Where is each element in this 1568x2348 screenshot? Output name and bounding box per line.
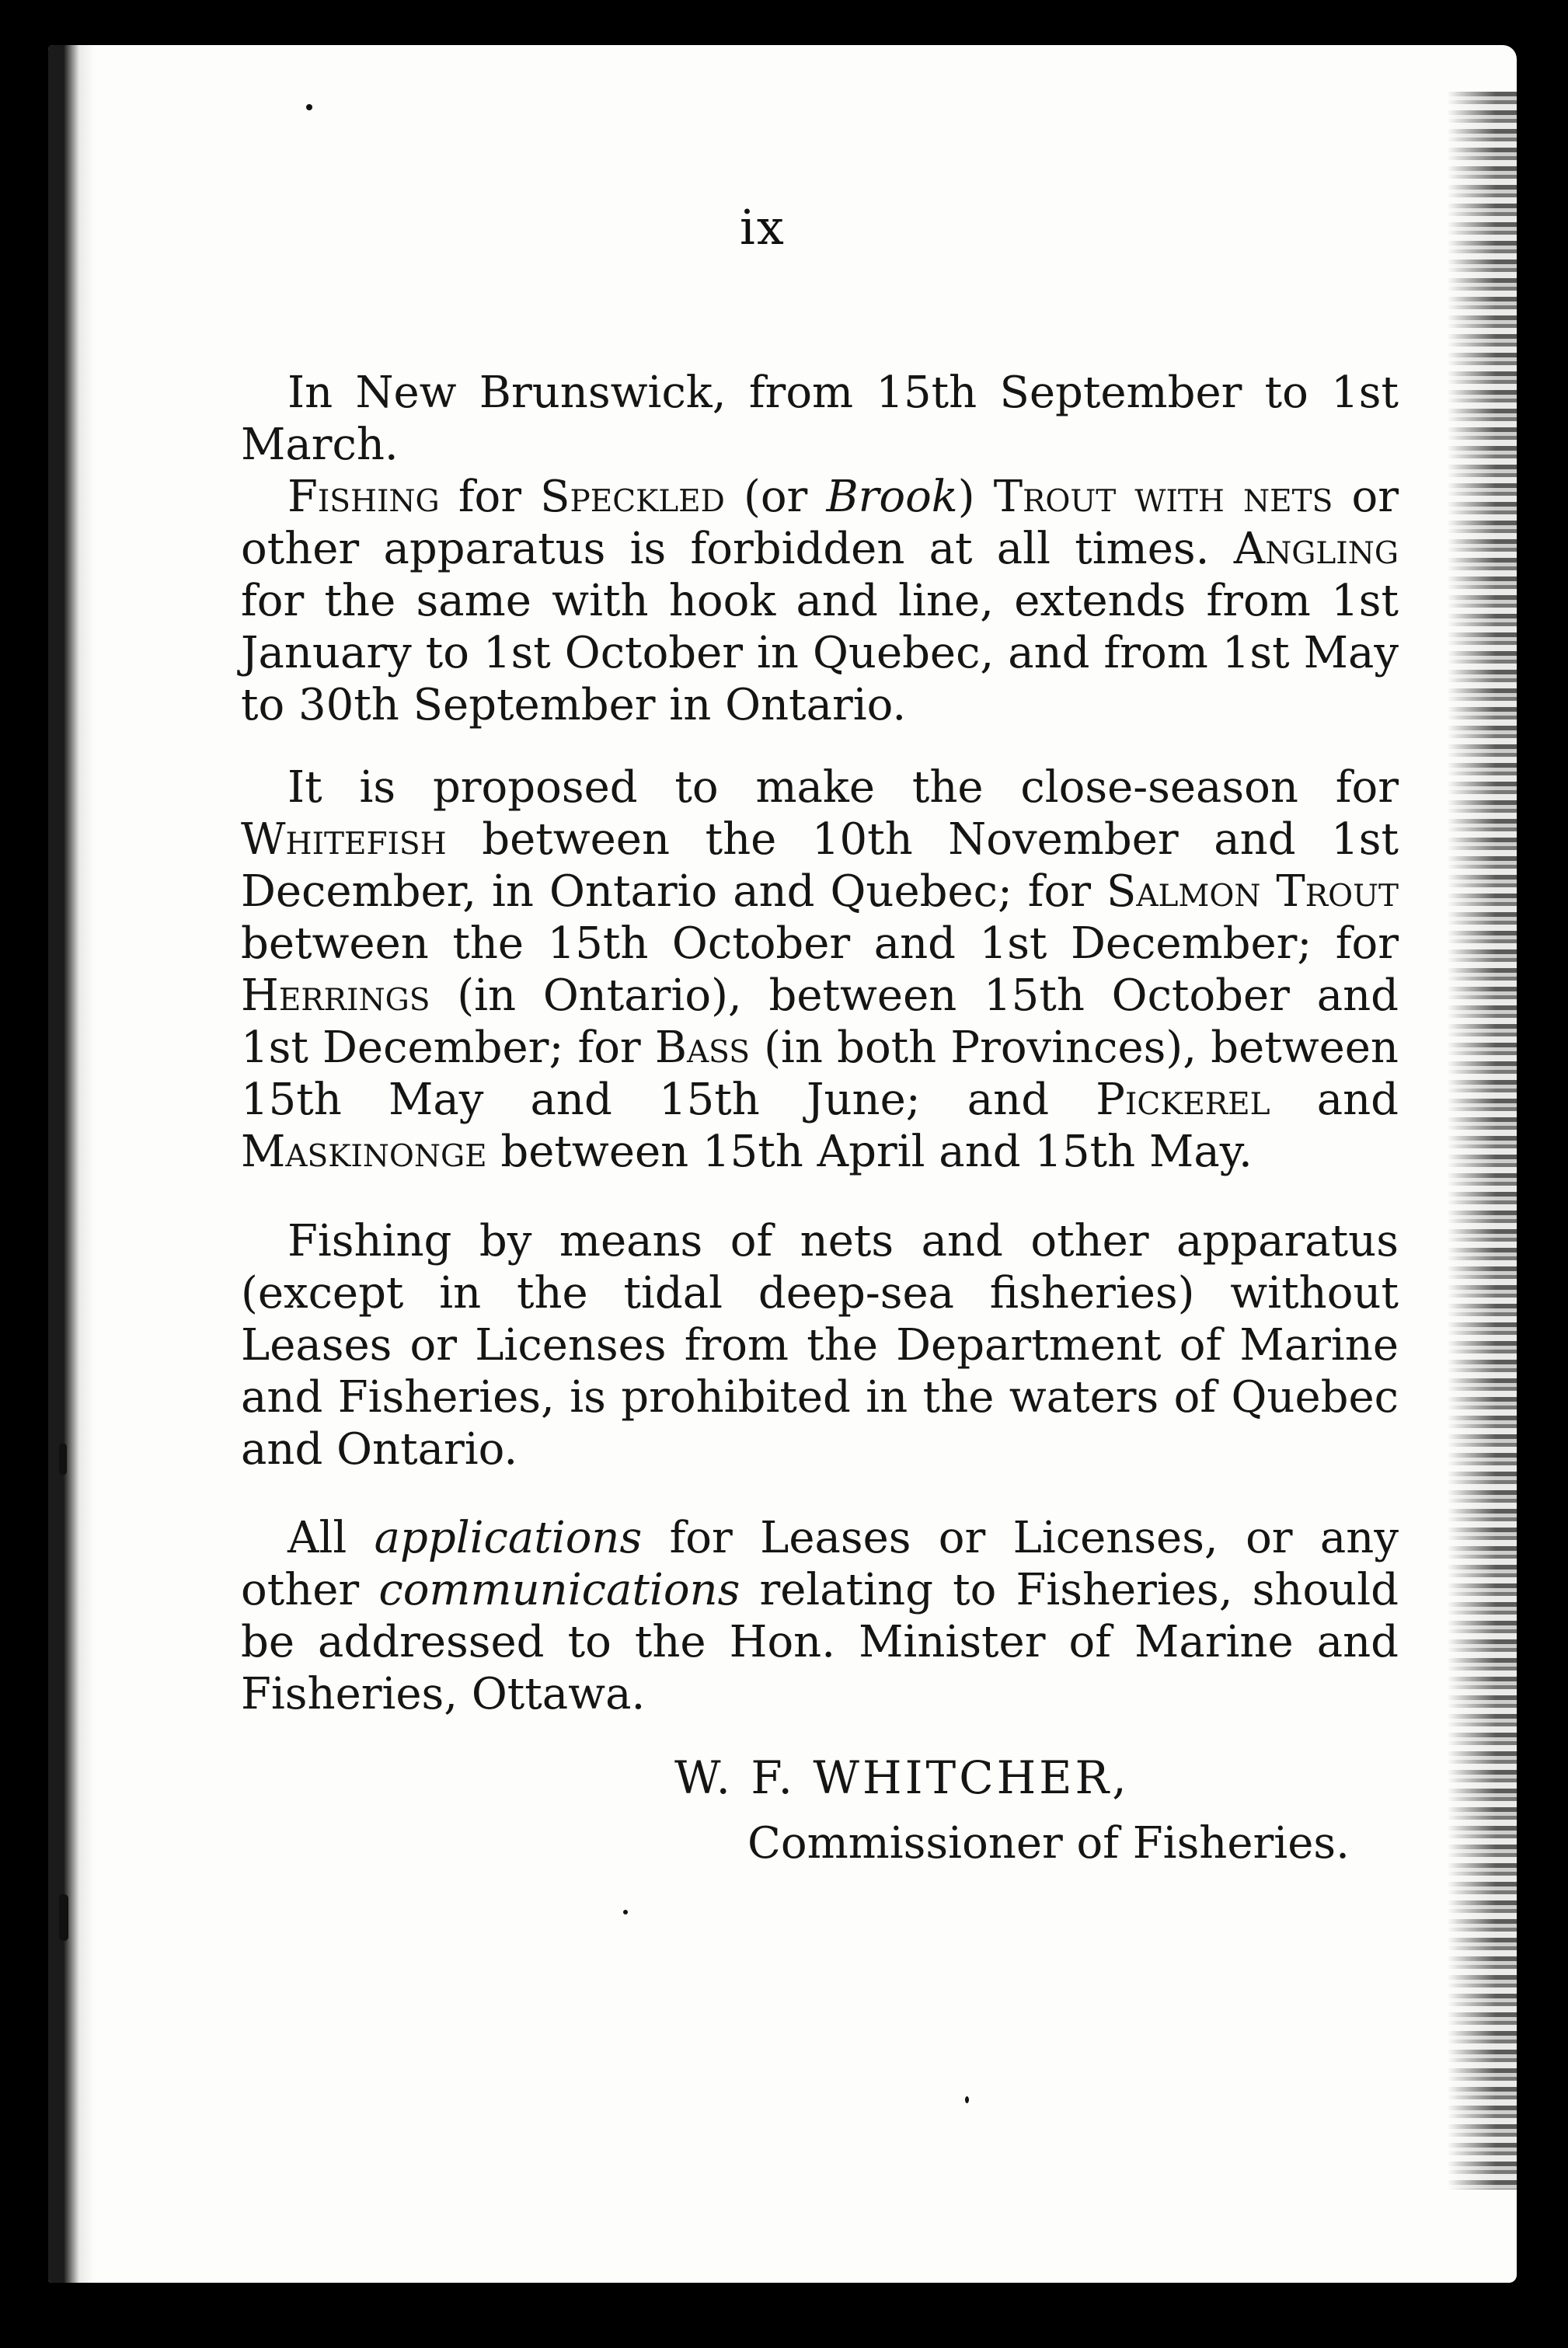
- signature-title: Commissioner of Fisheries.: [747, 1818, 1350, 1869]
- term-bass: Bass: [654, 1022, 750, 1073]
- paragraph-applications: [241, 1512, 1399, 1720]
- print-speck: [623, 1910, 628, 1914]
- text-run: or other apparatus is forbidden at all times.: [241, 472, 1399, 574]
- term-pickerel: Pickerel: [1096, 1075, 1270, 1125]
- print-speck: [965, 2096, 969, 2103]
- binding-shadow: [48, 45, 95, 2283]
- term-applications: applications: [374, 1513, 643, 1563]
- text-run: and: [1270, 1075, 1399, 1125]
- book-page: [48, 45, 1517, 2283]
- paragraph-text: [241, 1512, 1399, 1720]
- term-communications: communications: [378, 1565, 740, 1615]
- print-speck: [306, 104, 312, 110]
- paragraph-text: Fishing by means of nets and other apparatus (except in the tidal deep-sea fisheries) without Leases or Licenses from the Department of Marine and Fisheries, is prohibited in the waters of Quebec and Ontario.: [241, 1216, 1399, 1475]
- term-herrings: Herrings: [241, 970, 430, 1021]
- term-speckled: Speckled: [540, 472, 725, 522]
- text-run: between the 10th November and 1st December, in Ontario and Quebec; for: [241, 814, 1399, 917]
- page-number: ix: [740, 199, 786, 256]
- text-run: for Leases or Licenses, or any other: [241, 1513, 1399, 1615]
- term-trout-with-nets: Trout with nets: [993, 472, 1333, 522]
- paragraph-text: [241, 761, 1399, 1178]
- term-whitefish: Whitefish: [241, 814, 447, 865]
- line-new-brunswick: In New Brunswick, from 15th September to 1st March.: [241, 368, 1399, 470]
- page-edge-texture: [1447, 92, 1517, 2189]
- text-run: for the same with hook and line, extends from 1st January to 1st October in Quebec, and from 1st May to 30th September in Ontario.: [241, 576, 1399, 730]
- paragraph-close-seasons-trout: [241, 367, 1399, 731]
- term-brook: Brook: [826, 472, 958, 522]
- text-run: (in both Provinces), between 15th May and 15th June; and: [241, 1022, 1399, 1125]
- term-salmon-trout: Salmon Trout: [1106, 866, 1399, 917]
- text-run: It is proposed to make the close-season for: [287, 762, 1399, 813]
- text-run: All: [287, 1513, 375, 1563]
- paragraph-licenses: [241, 1215, 1399, 1475]
- signature-name: W. F. WHITCHER,: [674, 1751, 1130, 1804]
- paragraph-proposed-close-seasons: [241, 761, 1399, 1178]
- term-angling: Angling: [1233, 524, 1399, 574]
- text-run: relating to Fisheries, should be addressed to the Hon. Minister of Marine and Fisheries, Ottawa.: [241, 1565, 1399, 1719]
- text-run: between the 15th October and 1st December; for: [241, 918, 1399, 969]
- text-run: (in Ontario), between 15th October and 1st December; for: [241, 970, 1399, 1073]
- line-speckled-trout: [241, 471, 1399, 731]
- print-speck: [59, 1444, 67, 1475]
- text-run: (or: [724, 472, 827, 522]
- print-speck: [59, 1894, 68, 1941]
- text-run: ): [957, 472, 994, 522]
- text-run: between 15th April and 15th May.: [486, 1127, 1253, 1177]
- text-run: for: [439, 472, 541, 522]
- term-maskinonge: Maskinonge: [241, 1127, 487, 1177]
- term-fishing: Fishing: [287, 472, 440, 522]
